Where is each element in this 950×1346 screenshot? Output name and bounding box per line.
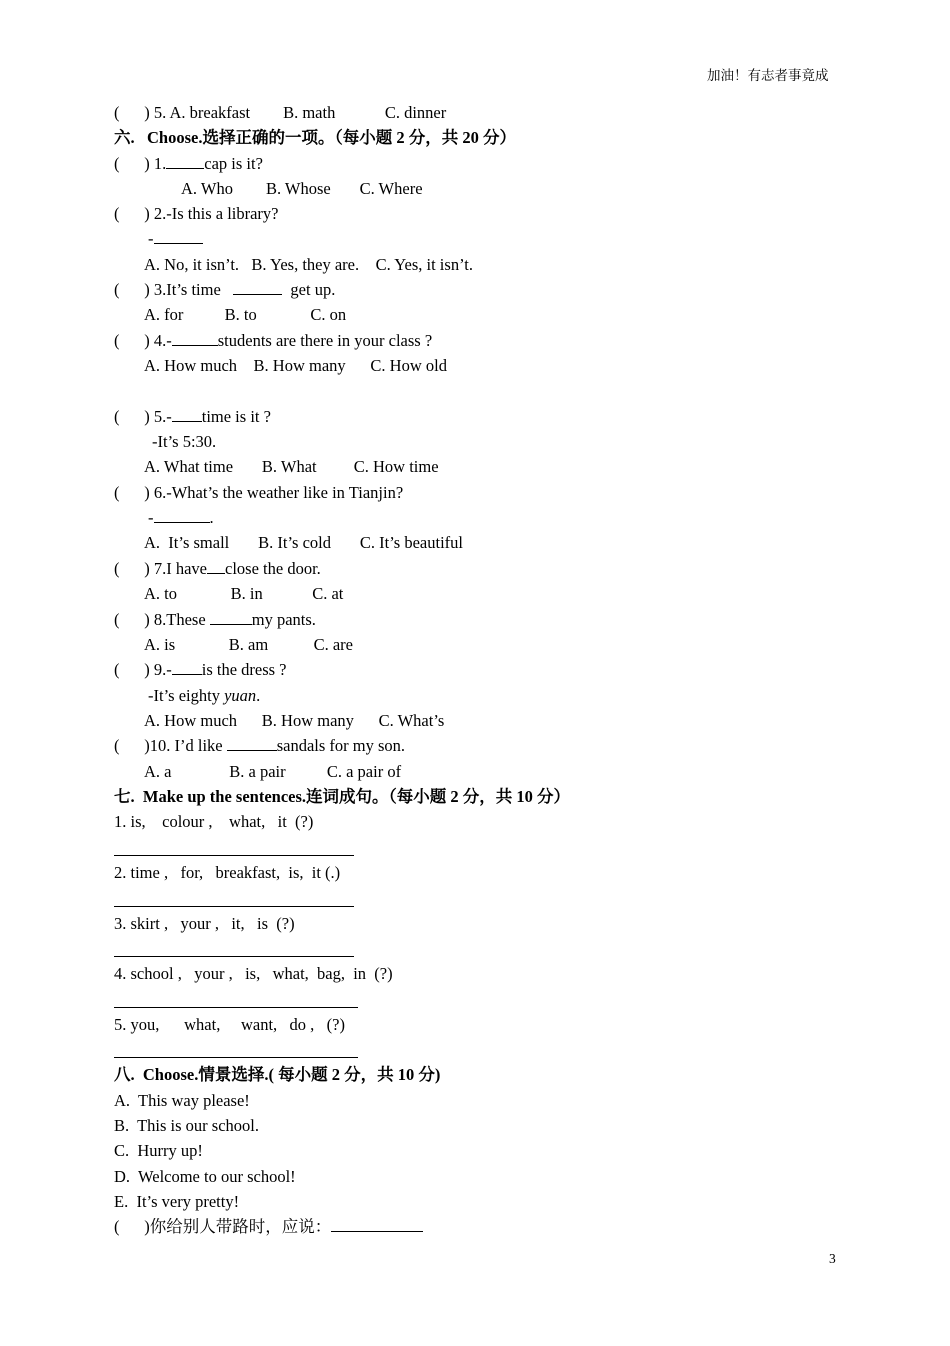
answer-blank — [172, 660, 202, 675]
s6-q1-options: A. Who B. Whose C. Where — [181, 179, 423, 198]
s7-item-5: 5. you, what, want, do , (?) — [114, 1015, 345, 1034]
s6-q6-answer-line: - . — [148, 508, 214, 527]
s7-answer-line-1 — [114, 855, 354, 856]
prev-question-5: ( ) 5. A. breakfast B. math C. dinner — [114, 103, 447, 122]
page-number: 3 — [829, 1251, 836, 1266]
answer-blank — [154, 229, 203, 244]
s6-q5-options: A. What time B. What C. How time — [144, 457, 439, 476]
s6-q10-stem: ( )10. I’d like sandals for my son. — [114, 736, 406, 755]
s8-option-d: D. Welcome to our school! — [114, 1167, 296, 1186]
s6-q3-options: A. for B. to C. on — [144, 305, 347, 324]
answer-blank — [233, 280, 282, 295]
answer-blank — [166, 154, 204, 169]
s7-item-3: 3. skirt , your , it, is (?) — [114, 914, 295, 933]
s7-answer-line-3 — [114, 956, 354, 957]
s6-q9-stem: ( ) 9.- is the dress ? — [114, 660, 287, 679]
s6-q8-options: A. is B. am C. are — [144, 635, 353, 654]
answer-blank — [331, 1217, 423, 1232]
s6-q8-stem: ( ) 8.These my pants. — [114, 610, 316, 629]
section-7-title: 七. Make up the sentences.连词成句。（每小题 2 分，共 10 分） — [114, 787, 571, 806]
s8-option-e: E. It’s very pretty! — [114, 1192, 240, 1211]
s8-option-a: A. This way please! — [114, 1091, 250, 1110]
s7-item-4: 4. school , your , is, what, bag, in (?) — [114, 964, 393, 983]
s7-answer-line-5 — [114, 1057, 358, 1058]
s6-q10-options: A. a B. a pair C. a pair of — [144, 762, 402, 781]
s6-q9-answer: -It’s eighty yuan. — [148, 686, 261, 705]
s6-q9-options: A. How much B. How many C. What’s — [144, 711, 445, 730]
s7-item-2: 2. time , for, breakfast, is, it (.) — [114, 863, 341, 882]
answer-blank — [172, 331, 218, 346]
header-motto: 加油！有志者事竟成 — [707, 68, 829, 83]
answer-blank — [210, 610, 252, 625]
s6-q2-stem: ( ) 2.-Is this a library? — [114, 204, 279, 223]
s6-q4-stem: ( ) 4.- students are there in your class ? — [114, 331, 433, 350]
s6-q3-stem: ( ) 3.It’s time get up. — [114, 280, 336, 299]
s6-q2-options: A. No, it isn’t. B. Yes, they are. C. Yes, it isn’t. — [144, 255, 473, 274]
answer-blank — [154, 508, 210, 523]
s8-option-c: C. Hurry up! — [114, 1141, 203, 1160]
s8-question-1: ( )你给别人带路时，应说： — [114, 1217, 423, 1237]
s6-q1-stem: ( ) 1. cap is it? — [114, 154, 263, 173]
s6-q6-options: A. It’s small B. It’s cold C. It’s beautiful — [144, 533, 463, 552]
answer-blank — [207, 559, 225, 574]
s7-item-1: 1. is, colour , what, it (?) — [114, 812, 314, 831]
s6-q5-answer: -It’s 5:30. — [152, 432, 217, 451]
s7-answer-line-2 — [114, 906, 354, 907]
section-6-title: 六. Choose.选择正确的一项。（每小题 2 分，共 20 分） — [114, 128, 516, 147]
answer-blank — [227, 736, 277, 751]
s6-q7-options: A. to B. in C. at — [144, 584, 344, 603]
s6-q7-stem: ( ) 7.I have close the door. — [114, 559, 321, 578]
s6-q5-stem: ( ) 5.- time is it ? — [114, 407, 271, 426]
s6-q4-options: A. How much B. How many C. How old — [144, 356, 447, 375]
s6-q6-stem: ( ) 6.-What’s the weather like in Tianjin? — [114, 483, 404, 502]
section-8-title: 八. Choose.情景选择.( 每小题 2 分，共 10 分) — [114, 1065, 441, 1084]
s7-answer-line-4 — [114, 1007, 358, 1008]
s8-option-b: B. This is our school. — [114, 1116, 259, 1135]
answer-blank — [172, 407, 202, 422]
s6-q2-answer-line: - — [148, 229, 203, 249]
